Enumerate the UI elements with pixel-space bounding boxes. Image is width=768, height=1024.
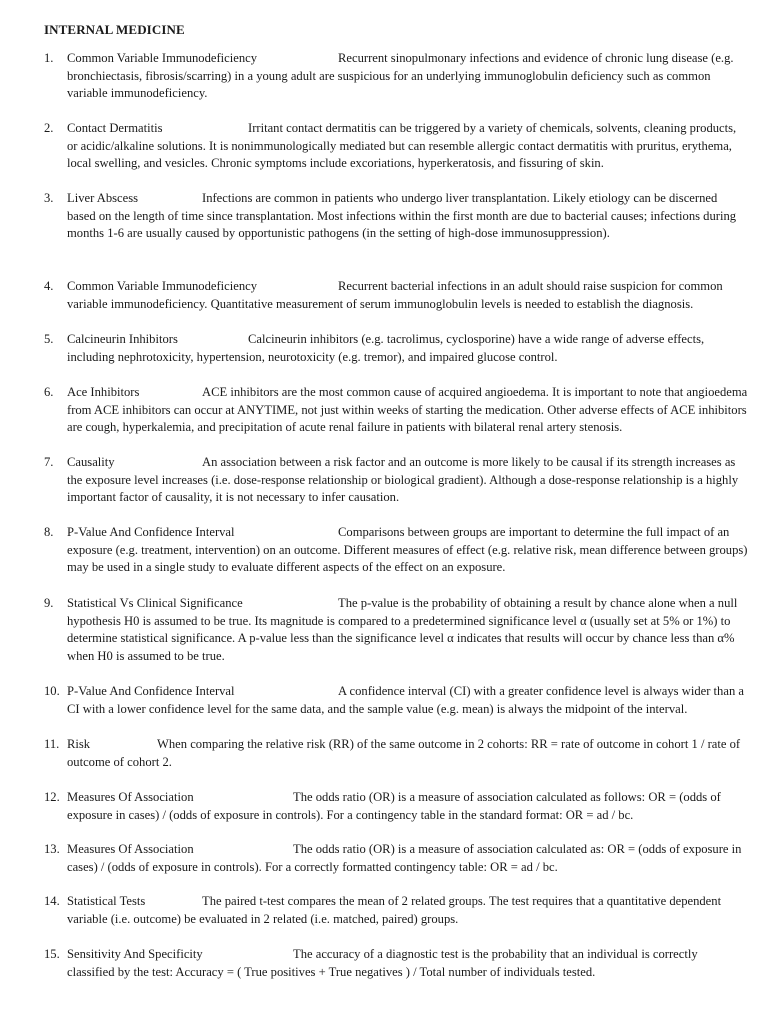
list-item (44, 331, 748, 366)
item-text: A confidence interval (CI) with a greater confidence level is always wider than a CI with a lower confidence level for the same data, and the sample value (e.g. mean) is always the midpoint of the interval. (67, 684, 744, 716)
item-topic: Risk (67, 737, 91, 751)
item-number: 8. (44, 525, 54, 539)
list-item (44, 120, 748, 173)
item-text: ACE inhibitors are the most common cause of acquired angioedema. It is important to note that angioedema from ACE inhibitors can occur at ANYTIME, not just within weeks of starting the medication. Other adverse effects of ACE inhibitors are cough, hyperkalemia, and precipitation of acute renal failure in patients with bilateral renal artery stenosis. (67, 385, 748, 435)
item-number: 2. (44, 121, 54, 135)
list-item (44, 384, 748, 437)
item-number: 13. (44, 842, 60, 856)
item-topic: P-Value And Confidence Interval (67, 525, 235, 539)
item-topic: Sensitivity And Specificity (67, 947, 203, 961)
list-item (44, 946, 748, 981)
item-number: 11. (44, 737, 60, 751)
item-number: 15. (44, 947, 60, 961)
item-number: 10. (44, 684, 60, 698)
item-topic: Common Variable Immunodeficiency (67, 51, 258, 65)
item-number: 7. (44, 455, 54, 469)
item-topic: Measures Of Association (67, 790, 194, 804)
item-number: 1. (44, 51, 54, 65)
item-text: Recurrent sinopulmonary infections and evidence of chronic lung disease (e.g. bronchiectasis, fibrosis/scarring) in a young adult are suspicious for an underlying immunoglobulin deficiency such as common variable immunodeficiency. (67, 51, 734, 101)
item-number: 6. (44, 385, 54, 399)
item-text: The odds ratio (OR) is a measure of association calculated as: OR = (odds of exposure in cases) / (odds of exposure in controls). For a correctly formatted contingency table: OR = ad / bc. (67, 842, 742, 874)
item-topic: Statistical Tests (67, 894, 146, 908)
item-topic: Calcineurin Inhibitors (67, 332, 178, 346)
item-topic: P-Value And Confidence Interval (67, 684, 235, 698)
item-topic: Common Variable Immunodeficiency (67, 279, 258, 293)
item-number: 14. (44, 894, 60, 908)
list-item (44, 683, 748, 718)
list-item (44, 524, 748, 577)
item-text: Recurrent bacterial infections in an adult should raise suspicion for common variable immunodeficiency. Quantitative measurement of serum immunoglobulin levels is needed to establish the diagnosis. (67, 279, 723, 311)
list-item (44, 789, 748, 824)
item-topic: Contact Dermatitis (67, 121, 163, 135)
item-text: The accuracy of a diagnostic test is the probability that an individual is correctly classified by the test: Accuracy = ( True positives + True negatives ) / Total number of individuals tested. (67, 947, 698, 979)
item-text: The paired t-test compares the mean of 2 related groups. The test requires that a quantitative dependent variable (i.e. outcome) be evaluated in 2 related (i.e. matched, paired) groups. (67, 894, 722, 926)
item-text: When comparing the relative risk (RR) of the same outcome in 2 cohorts: RR = rate of outcome in cohort 1 / rate of outcome of cohort 2. (67, 737, 741, 769)
list-item (44, 736, 748, 771)
list-item (44, 278, 748, 313)
item-number: 5. (44, 332, 54, 346)
list-item (44, 190, 748, 243)
item-number: 9. (44, 596, 54, 610)
item-text: An association between a risk factor and an outcome is more likely to be causal if its strength increases as the exposure level increases (i.e. dose-response relationship or biological gradient). Although a dose-response relationship is a highly important factor of causality, it is not necessary to infer causation. (67, 455, 739, 505)
item-topic: Liver Abscess (67, 191, 138, 205)
list-item (44, 595, 748, 665)
item-text: The p-value is the probability of obtaining a result by chance alone when a null hypothesis H0 is assumed to be true. Its magnitude is compared to a predetermined significance level α (usually set at 5% or 1%) to determine statistical significance. A p-value less than the significance level α indicates that results will occur by chance less than α% when H0 is assumed to be true. (67, 596, 738, 663)
list-item (44, 50, 748, 103)
item-text: Comparisons between groups are important to determine the full impact of an exposure (e.g. treatment, intervention) on an outcome. Different measures of effect (e.g. relative risk, mean difference between groups) may be used in a single study to evaluate different aspects of the effect on an exposure. (67, 525, 748, 575)
item-text: Irritant contact dermatitis can be triggered by a variety of chemicals, solvents, cleaning products, or acidic/alkaline solutions. It is nonimmunologically mediated but can resemble allergic contact dermatitis with pruritus, erythema, local swelling, and vesicles. Chronic symptoms include excoriations, hyperkeratosis, and fissuring of skin. (67, 121, 737, 171)
item-topic: Ace Inhibitors (67, 385, 140, 399)
page-title: INTERNAL MEDICINE (44, 22, 185, 37)
list-item (44, 841, 748, 876)
item-topic: Statistical Vs Clinical Significance (67, 596, 243, 610)
item-topic: Causality (67, 455, 115, 469)
list-item (44, 454, 748, 507)
list-item (44, 893, 748, 928)
item-number: 12. (44, 790, 60, 804)
item-number: 4. (44, 279, 54, 293)
item-number: 3. (44, 191, 54, 205)
item-text: Calcineurin inhibitors (e.g. tacrolimus, cyclosporine) have a wide range of adverse effects, including nephrotoxicity, hypertension, neurotoxicity (e.g. tremor), and impaired glucose control. (67, 332, 705, 364)
item-text: The odds ratio (OR) is a measure of association calculated as follows: OR = (odds of exposure in cases) / (odds of exposure in controls). For a contingency table in the standard format: OR = ad / bc. (67, 790, 721, 822)
item-topic: Measures Of Association (67, 842, 194, 856)
item-text: Infections are common in patients who undergo liver transplantation. Likely etiology can be discerned based on the length of time since transplantation. Most infections within the first month are due to bacterial causes; infections during months 1-6 are usually caused by opportunistic pathogens (in the setting of high-dose immunosuppression). (67, 191, 737, 241)
